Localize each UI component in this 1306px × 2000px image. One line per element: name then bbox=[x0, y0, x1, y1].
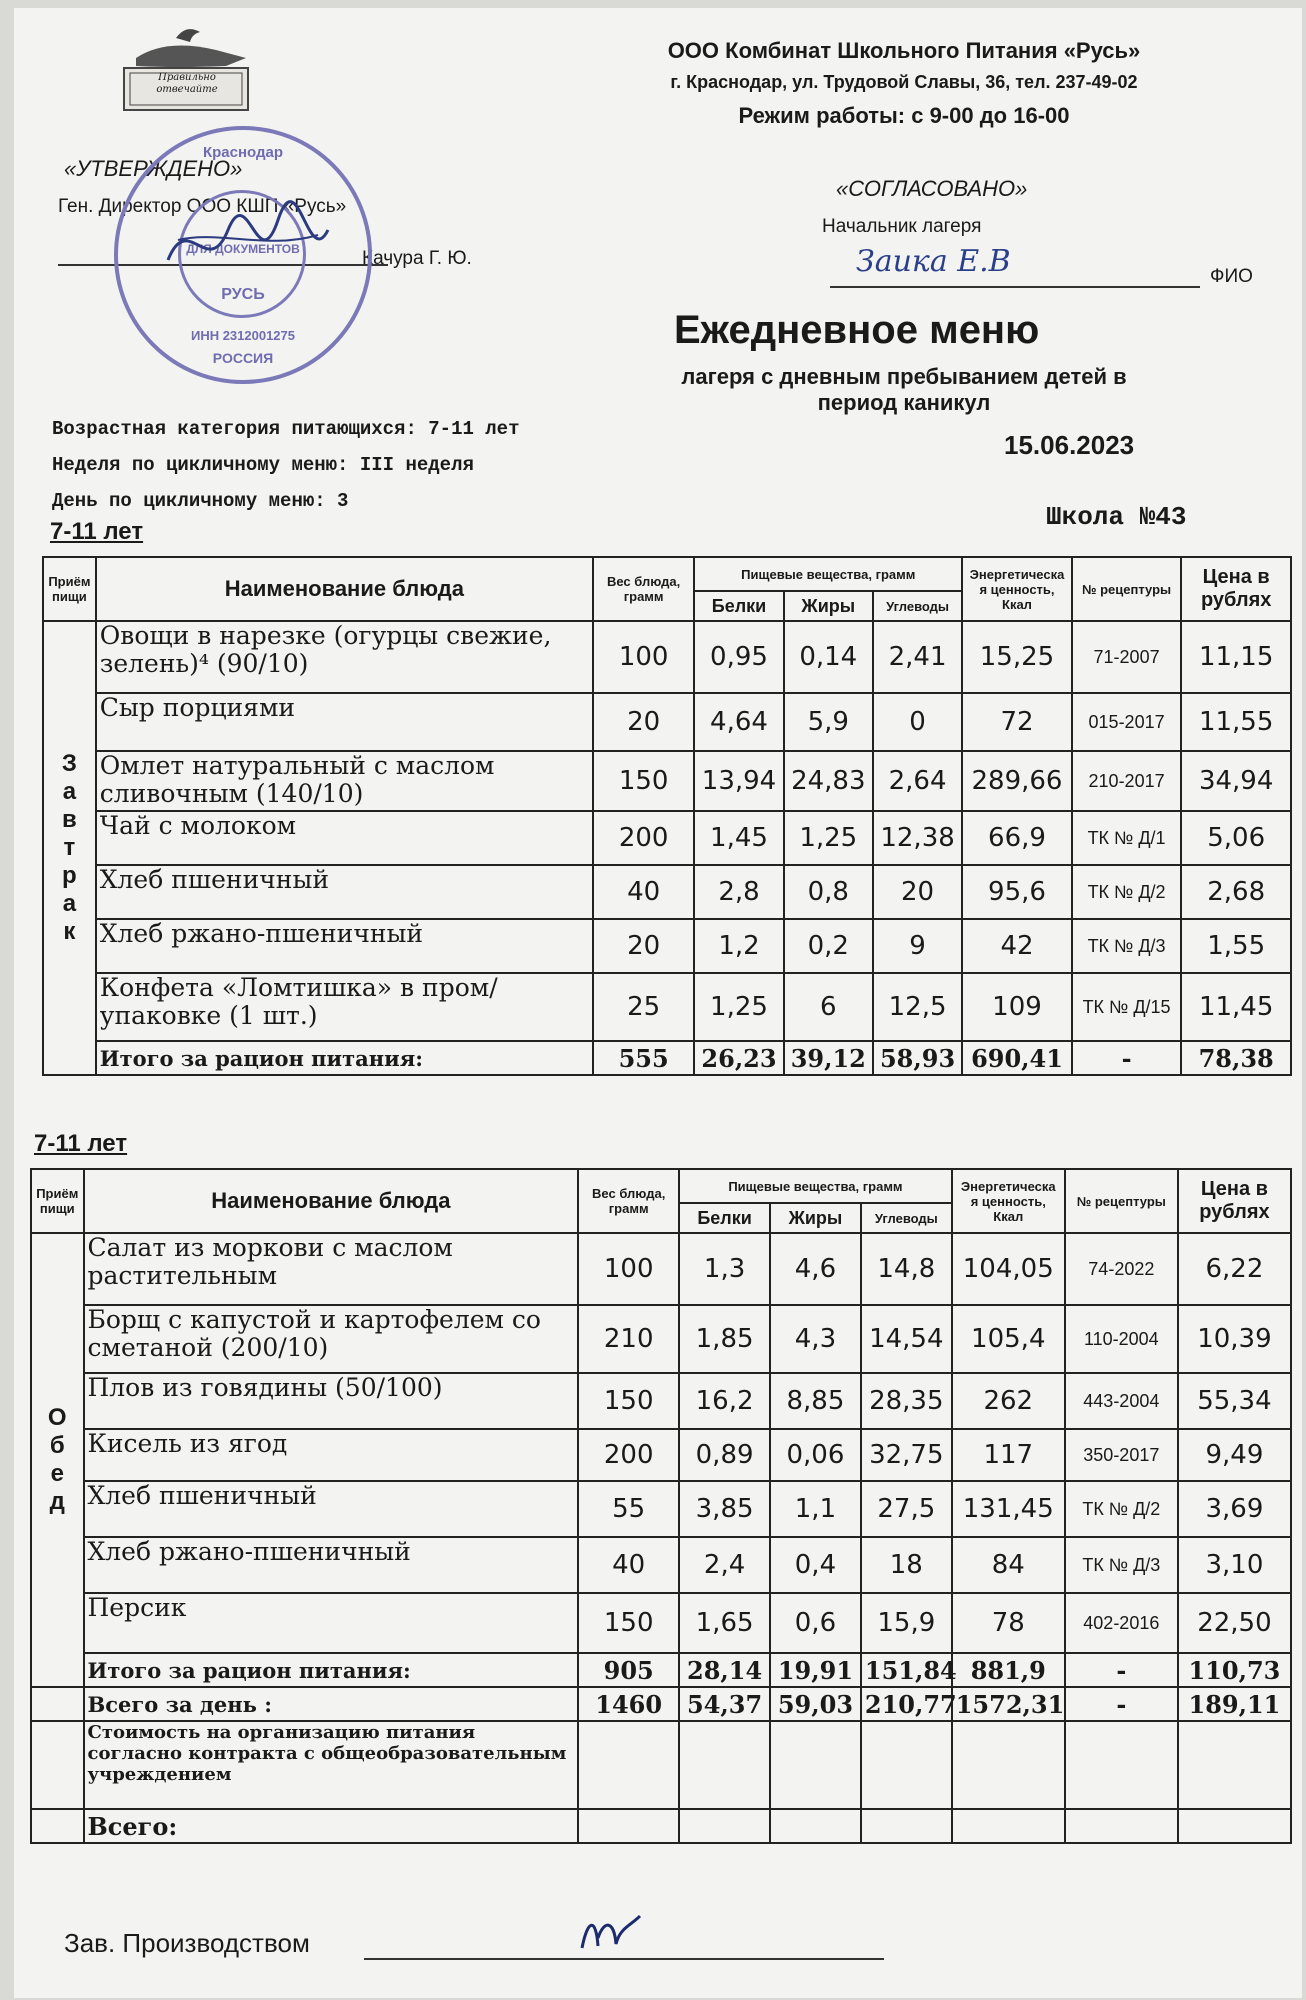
dish-name: Хлеб пшеничный bbox=[96, 865, 593, 919]
dish-name: Конфета «Ломтишка» в пром/упаковке (1 шт.) bbox=[96, 973, 593, 1041]
table-row bbox=[31, 1537, 1291, 1593]
dish-price: 1,55 bbox=[1181, 919, 1291, 973]
dish-weight: 100 bbox=[593, 621, 694, 693]
dish-energy: 84 bbox=[952, 1537, 1065, 1593]
dish-weight: 40 bbox=[578, 1537, 679, 1593]
col-recipe: № рецептуры bbox=[1072, 557, 1182, 621]
dish-energy: 15,25 bbox=[962, 621, 1072, 693]
dish-name: Овощи в нарезке (огурцы свежие, зелень)⁴ (90/10) bbox=[96, 621, 593, 693]
dish-weight: 20 bbox=[593, 919, 694, 973]
breakfast-age-label: 7-11 лет bbox=[50, 518, 144, 545]
empty-cell bbox=[952, 1809, 1065, 1843]
dish-weight: 150 bbox=[578, 1593, 679, 1653]
dish-name: Хлеб ржано-пшеничный bbox=[96, 919, 593, 973]
total-carbs: 58,93 bbox=[873, 1041, 962, 1075]
approved-position: Ген. Директор ООО КШП «Русь» bbox=[58, 196, 347, 217]
dish-name: Хлеб пшеничный bbox=[84, 1481, 579, 1537]
agreed-signature: Заика Е.В bbox=[856, 244, 1011, 279]
empty-cell bbox=[578, 1721, 679, 1809]
table-row bbox=[31, 1481, 1291, 1537]
total-label: Всего за день : bbox=[84, 1687, 579, 1721]
empty-cell bbox=[1178, 1809, 1291, 1843]
school-number: Школа №43 bbox=[1046, 502, 1187, 532]
dish-carbs: 12,5 bbox=[873, 973, 962, 1041]
dish-protein: 13,94 bbox=[694, 751, 783, 811]
dish-price: 10,39 bbox=[1178, 1305, 1291, 1373]
agreed-position: Начальник лагеря bbox=[822, 216, 982, 237]
dish-carbs: 28,35 bbox=[861, 1373, 952, 1429]
col-dish: Наименование блюда bbox=[96, 557, 593, 621]
agreed-title: «СОГЛАСОВАНО» bbox=[836, 176, 1028, 201]
total-energy: 881,9 bbox=[952, 1653, 1065, 1687]
dish-energy: 72 bbox=[962, 693, 1072, 751]
dish-weight: 150 bbox=[578, 1373, 679, 1429]
total-recipe: - bbox=[1065, 1687, 1178, 1721]
dish-energy: 109 bbox=[962, 973, 1072, 1041]
total-protein: 28,14 bbox=[679, 1653, 770, 1687]
dish-protein: 2,4 bbox=[679, 1537, 770, 1593]
meal-cell-empty bbox=[31, 1809, 84, 1843]
table-row bbox=[31, 1305, 1291, 1373]
col-protein: Белки bbox=[694, 591, 783, 621]
dish-energy: 104,05 bbox=[952, 1233, 1065, 1305]
dish-recipe: ТК № Д/2 bbox=[1072, 865, 1182, 919]
total-fat: 39,12 bbox=[784, 1041, 873, 1075]
total-energy: 1572,31 bbox=[952, 1687, 1065, 1721]
dish-recipe: 110-2004 bbox=[1065, 1305, 1178, 1373]
col-nutrients: Пищевые вещества, грамм bbox=[679, 1169, 952, 1203]
dish-weight: 200 bbox=[593, 811, 694, 865]
table-row bbox=[43, 811, 1291, 865]
dish-protein: 1,65 bbox=[679, 1593, 770, 1653]
dish-name: Кисель из ягод bbox=[84, 1429, 579, 1481]
table-row bbox=[31, 1373, 1291, 1429]
dish-price: 3,10 bbox=[1178, 1537, 1291, 1593]
dish-weight: 150 bbox=[593, 751, 694, 811]
dish-energy: 289,66 bbox=[962, 751, 1072, 811]
dish-name: Омлет натуральный с маслом сливочным (140/10) bbox=[96, 751, 593, 811]
dish-weight: 100 bbox=[578, 1233, 679, 1305]
dish-protein: 2,8 bbox=[694, 865, 783, 919]
lunch-age-label: 7-11 лет bbox=[34, 1130, 128, 1157]
col-fat: Жиры bbox=[770, 1203, 861, 1233]
dish-weight: 210 bbox=[578, 1305, 679, 1373]
dish-carbs: 12,38 bbox=[873, 811, 962, 865]
dish-recipe: 74-2022 bbox=[1065, 1233, 1178, 1305]
dish-name: Борщ с капустой и картофелем со сметаной (200/10) bbox=[84, 1305, 579, 1373]
dish-fat: 6 bbox=[784, 973, 873, 1041]
organization-address: г. Краснодар, ул. Трудовой Славы, 36, тел. 237-49-02 bbox=[670, 72, 1138, 92]
dish-energy: 117 bbox=[952, 1429, 1065, 1481]
dish-protein: 0,95 bbox=[694, 621, 783, 693]
dish-fat: 0,8 bbox=[784, 865, 873, 919]
empty-cell bbox=[1065, 1721, 1178, 1809]
meal-label: З а в т р а к bbox=[43, 621, 96, 1075]
dish-price: 5,06 bbox=[1181, 811, 1291, 865]
dish-weight: 40 bbox=[593, 865, 694, 919]
col-carbs: Углеводы bbox=[861, 1203, 952, 1233]
col-energy: Энергетическа я ценность, Ккал bbox=[952, 1169, 1065, 1233]
col-price: Цена в рублях bbox=[1178, 1169, 1291, 1233]
dish-carbs: 14,54 bbox=[861, 1305, 952, 1373]
dish-name: Хлеб ржано-пшеничный bbox=[84, 1537, 579, 1593]
total-fat: 19,91 bbox=[770, 1653, 861, 1687]
dish-price: 11,55 bbox=[1181, 693, 1291, 751]
empty-cell bbox=[952, 1721, 1065, 1809]
total-price: 78,38 bbox=[1181, 1041, 1291, 1075]
director-signature-icon bbox=[158, 190, 338, 300]
document-page bbox=[14, 8, 1302, 1998]
dish-recipe: 443-2004 bbox=[1065, 1373, 1178, 1429]
menu-subtitle: лагеря с дневным пребыванием детей в период каникул bbox=[681, 364, 1127, 415]
dish-recipe: ТК № Д/3 bbox=[1072, 919, 1182, 973]
dish-fat: 5,9 bbox=[784, 693, 873, 751]
company-logo-icon bbox=[106, 18, 266, 118]
dish-fat: 0,14 bbox=[784, 621, 873, 693]
col-dish: Наименование блюда bbox=[84, 1169, 579, 1233]
dish-carbs: 32,75 bbox=[861, 1429, 952, 1481]
col-energy: Энергетическа я ценность, Ккал bbox=[962, 557, 1072, 621]
dish-fat: 4,6 bbox=[770, 1233, 861, 1305]
table-row bbox=[31, 1593, 1291, 1653]
menu-week: Неделя по цикличному меню: III неделя bbox=[52, 454, 474, 476]
dish-protein: 1,45 bbox=[694, 811, 783, 865]
lunch-rows bbox=[31, 1233, 1291, 1843]
fio-label: ФИО bbox=[1210, 266, 1253, 287]
dish-price: 2,68 bbox=[1181, 865, 1291, 919]
total-energy: 690,41 bbox=[962, 1041, 1072, 1075]
dish-protein: 16,2 bbox=[679, 1373, 770, 1429]
table-row bbox=[31, 1429, 1291, 1481]
menu-title: Ежедневное меню bbox=[674, 308, 1040, 352]
col-carbs: Углеводы bbox=[873, 591, 962, 621]
dish-energy: 66,9 bbox=[962, 811, 1072, 865]
organization-name: ООО Комбинат Школьного Питания «Русь» bbox=[667, 38, 1141, 63]
col-meal: Приём пищи bbox=[31, 1169, 84, 1233]
total-row bbox=[43, 1041, 1291, 1075]
menu-day: День по цикличному меню: 3 bbox=[52, 490, 349, 512]
dish-fat: 8,85 bbox=[770, 1373, 861, 1429]
grand-total-label: Всего: bbox=[84, 1809, 579, 1843]
dish-name: Персик bbox=[84, 1593, 579, 1653]
dish-carbs: 27,5 bbox=[861, 1481, 952, 1537]
dish-weight: 25 bbox=[593, 973, 694, 1041]
dish-recipe: 210-2017 bbox=[1072, 751, 1182, 811]
contract-cost-label: Стоимость на организацию питания согласно контракта с общеобразовательным учреждением bbox=[84, 1721, 579, 1809]
dish-fat: 1,25 bbox=[784, 811, 873, 865]
col-nutrients: Пищевые вещества, грамм bbox=[694, 557, 962, 591]
meal-label: О б е д bbox=[31, 1233, 84, 1687]
dish-fat: 0,6 bbox=[770, 1593, 861, 1653]
dish-recipe: 402-2016 bbox=[1065, 1593, 1178, 1653]
dish-fat: 0,4 bbox=[770, 1537, 861, 1593]
col-protein: Белки bbox=[679, 1203, 770, 1233]
dish-recipe: 350-2017 bbox=[1065, 1429, 1178, 1481]
breakfast-table bbox=[42, 556, 1292, 1076]
production-signature-icon bbox=[574, 1908, 654, 1958]
menu-date: 15.06.2023 bbox=[1004, 430, 1135, 460]
total-weight: 555 bbox=[593, 1041, 694, 1075]
dish-name: Салат из моркови с маслом растительным bbox=[84, 1233, 579, 1305]
dish-carbs: 15,9 bbox=[861, 1593, 952, 1653]
breakfast-rows bbox=[43, 621, 1291, 1075]
total-carbs: 151,84 bbox=[861, 1653, 952, 1687]
total-row bbox=[31, 1653, 1291, 1687]
dish-energy: 42 bbox=[962, 919, 1072, 973]
total-label: Итого за рацион питания: bbox=[96, 1041, 593, 1075]
dish-energy: 105,4 bbox=[952, 1305, 1065, 1373]
agreed-signature-line bbox=[830, 286, 1200, 288]
table-row bbox=[31, 1233, 1291, 1305]
dish-price: 55,34 bbox=[1178, 1373, 1291, 1429]
meal-cell-empty bbox=[31, 1687, 84, 1721]
dish-protein: 4,64 bbox=[694, 693, 783, 751]
total-price: 189,11 bbox=[1178, 1687, 1291, 1721]
table-row bbox=[43, 919, 1291, 973]
logo-caption: Правильно отвечайте bbox=[156, 72, 218, 95]
dish-price: 6,22 bbox=[1178, 1233, 1291, 1305]
dish-weight: 200 bbox=[578, 1429, 679, 1481]
col-meal: Приём пищи bbox=[43, 557, 96, 621]
dish-energy: 131,45 bbox=[952, 1481, 1065, 1537]
total-weight: 905 bbox=[578, 1653, 679, 1687]
dish-price: 22,50 bbox=[1178, 1593, 1291, 1653]
total-fat: 59,03 bbox=[770, 1687, 861, 1721]
empty-cell bbox=[770, 1721, 861, 1809]
total-price: 110,73 bbox=[1178, 1653, 1291, 1687]
dish-price: 34,94 bbox=[1181, 751, 1291, 811]
day-total-row bbox=[31, 1687, 1291, 1721]
empty-cell bbox=[861, 1809, 952, 1843]
empty-cell bbox=[1178, 1721, 1291, 1809]
dish-name: Чай с молоком bbox=[96, 811, 593, 865]
meal-cell-empty bbox=[31, 1721, 84, 1809]
empty-cell bbox=[861, 1721, 952, 1809]
dish-recipe: ТК № Д/2 bbox=[1065, 1481, 1178, 1537]
dish-name: Сыр порциями bbox=[96, 693, 593, 751]
empty-cell bbox=[770, 1809, 861, 1843]
total-recipe: - bbox=[1072, 1041, 1182, 1075]
dish-carbs: 9 bbox=[873, 919, 962, 973]
total-recipe: - bbox=[1065, 1653, 1178, 1687]
dish-price: 11,15 bbox=[1181, 621, 1291, 693]
age-category: Возрастная категория питающихся: 7-11 лет bbox=[52, 418, 520, 440]
dish-protein: 0,89 bbox=[679, 1429, 770, 1481]
production-manager-label: Зав. Производством bbox=[64, 1928, 310, 1958]
dish-fat: 0,06 bbox=[770, 1429, 861, 1481]
dish-carbs: 2,41 bbox=[873, 621, 962, 693]
dish-carbs: 2,64 bbox=[873, 751, 962, 811]
dish-name: Плов из говядины (50/100) bbox=[84, 1373, 579, 1429]
empty-cell bbox=[1065, 1809, 1178, 1843]
table-row bbox=[43, 693, 1291, 751]
contract-cost-row bbox=[31, 1721, 1291, 1809]
total-protein: 26,23 bbox=[694, 1041, 783, 1075]
dish-energy: 262 bbox=[952, 1373, 1065, 1429]
dish-energy: 95,6 bbox=[962, 865, 1072, 919]
dish-fat: 4,3 bbox=[770, 1305, 861, 1373]
empty-cell bbox=[679, 1809, 770, 1843]
dish-price: 9,49 bbox=[1178, 1429, 1291, 1481]
dish-recipe: ТК № Д/1 bbox=[1072, 811, 1182, 865]
dish-carbs: 18 bbox=[861, 1537, 952, 1593]
table-row bbox=[43, 621, 1291, 693]
dish-protein: 1,25 bbox=[694, 973, 783, 1041]
production-signature-line bbox=[364, 1958, 884, 1960]
col-fat: Жиры bbox=[784, 591, 873, 621]
approved-title: «УТВЕРЖДЕНО» bbox=[64, 156, 243, 181]
empty-cell bbox=[578, 1809, 679, 1843]
dish-weight: 55 bbox=[578, 1481, 679, 1537]
col-weight: Вес блюда, грамм bbox=[593, 557, 694, 621]
table-row bbox=[43, 973, 1291, 1041]
total-protein: 54,37 bbox=[679, 1687, 770, 1721]
dish-protein: 1,2 bbox=[694, 919, 783, 973]
empty-cell bbox=[679, 1721, 770, 1809]
dish-carbs: 0 bbox=[873, 693, 962, 751]
round-stamp: Краснодар ДЛЯ ДОКУМЕНТОВ РУСЬ ИНН 2312001275 РОССИЯ bbox=[114, 126, 372, 384]
dish-recipe: 71-2007 bbox=[1072, 621, 1182, 693]
col-price: Цена в рублях bbox=[1181, 557, 1291, 621]
dish-protein: 3,85 bbox=[679, 1481, 770, 1537]
col-recipe: № рецептуры bbox=[1065, 1169, 1178, 1233]
dish-energy: 78 bbox=[952, 1593, 1065, 1653]
total-weight: 1460 bbox=[578, 1687, 679, 1721]
table-row bbox=[43, 751, 1291, 811]
lunch-table bbox=[30, 1168, 1292, 1844]
dish-weight: 20 bbox=[593, 693, 694, 751]
dish-recipe: ТК № Д/3 bbox=[1065, 1537, 1178, 1593]
working-hours: Режим работы: с 9-00 до 16-00 bbox=[738, 103, 1070, 128]
grand-total-row bbox=[31, 1809, 1291, 1843]
dish-carbs: 20 bbox=[873, 865, 962, 919]
col-weight: Вес блюда, грамм bbox=[578, 1169, 679, 1233]
dish-protein: 1,3 bbox=[679, 1233, 770, 1305]
dish-price: 3,69 bbox=[1178, 1481, 1291, 1537]
total-label: Итого за рацион питания: bbox=[84, 1653, 579, 1687]
dish-protein: 1,85 bbox=[679, 1305, 770, 1373]
dish-fat: 24,83 bbox=[784, 751, 873, 811]
dish-carbs: 14,8 bbox=[861, 1233, 952, 1305]
dish-recipe: ТК № Д/15 bbox=[1072, 973, 1182, 1041]
dish-price: 11,45 bbox=[1181, 973, 1291, 1041]
dish-recipe: 015-2017 bbox=[1072, 693, 1182, 751]
dish-fat: 0,2 bbox=[784, 919, 873, 973]
dish-fat: 1,1 bbox=[770, 1481, 861, 1537]
table-row bbox=[43, 865, 1291, 919]
approved-name: Качура Г. Ю. bbox=[362, 248, 472, 269]
total-carbs: 210,77 bbox=[861, 1687, 952, 1721]
